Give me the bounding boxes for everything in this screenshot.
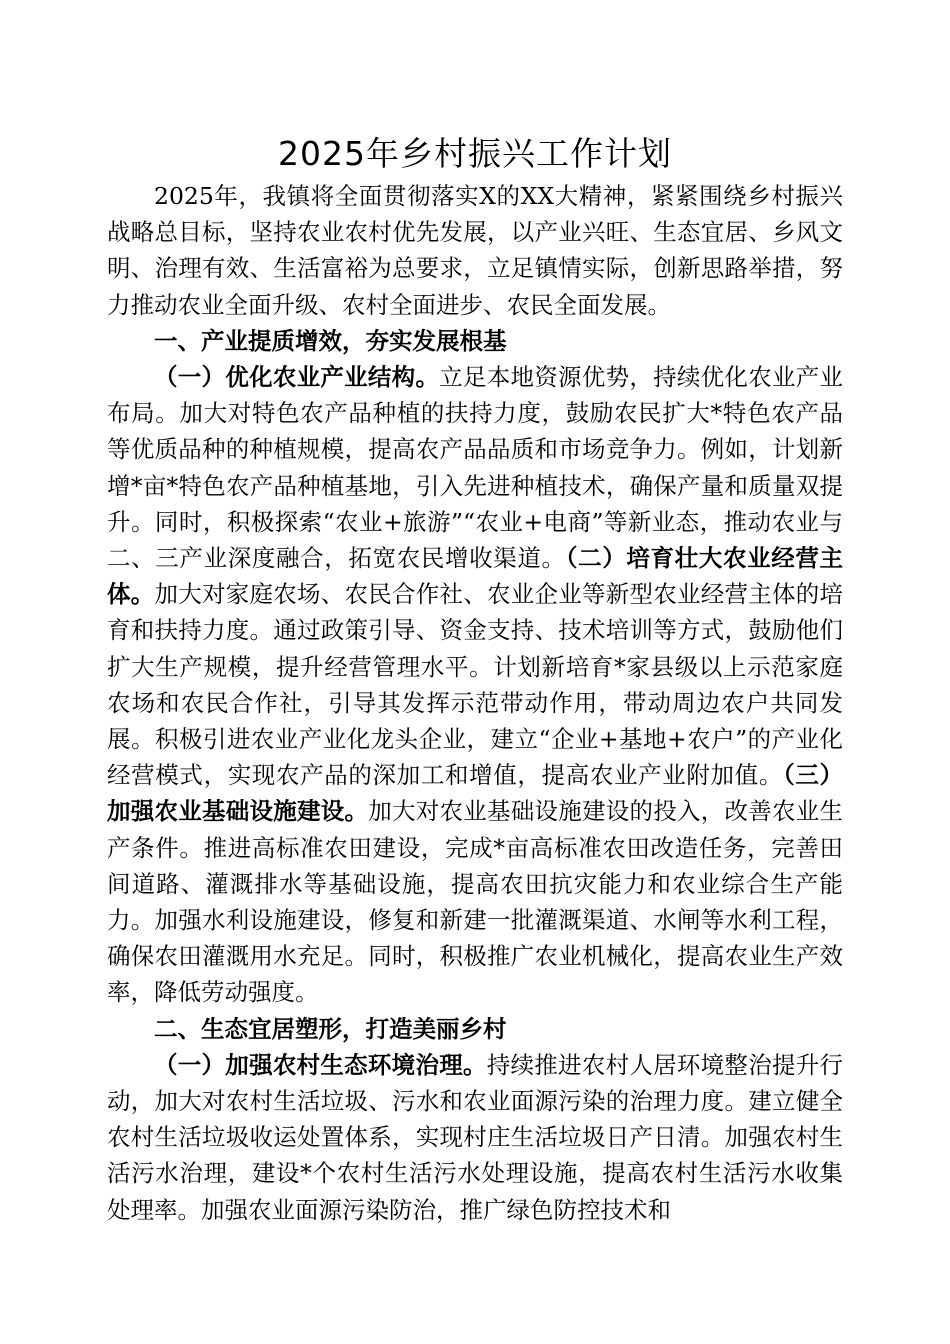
section-2-item-1-text: 持续推进农村人居环境整治提升行动，加大对农村生活垃圾、污水和农业面源污染的治理力度。建立健全农村生活垃圾收运处置体系，实现村庄生活垃圾日产日清。加强农村生活污水治理，建设*个农村生活污水处理设施，提高农村生活污水收集处理率。加强农业面源污染防治，推广绿色防控技术和 <box>107 1050 843 1224</box>
section-1-item-1-title: （一）优化农业产业结构。 <box>154 363 440 392</box>
section-2-item-1-title: （一）加强农村生态环境治理。 <box>154 1050 487 1079</box>
section-1-paragraph <box>107 359 843 1011</box>
section-1-heading: 一、产业提质增效，夯实发展根基 <box>154 326 507 355</box>
document-title: 2025年乡村振兴工作计划 <box>278 134 672 173</box>
section-1-item-3-text: 加大对农业基础设施建设的投入，改善农业生产条件。推进高标准农田建设，完成*亩高标准农田改造任务，完善田间道路、灌溉排水等基础设施，提高农田抗灾能力和农业综合生产能力。加强水利设施建设，修复和新建一批灌溉渠道、水闸等水利工程，确保农田灌溉用水充足。同时，积极推广农业机械化，提高农业生产效率，降低劳动强度。 <box>107 797 843 1007</box>
document-body <box>107 178 843 1228</box>
section-1-item-3-title: （三）加强农业基础设施建设。 <box>107 761 844 826</box>
section-1-item-2-text: 加大对家庭农场、农民合作社、农业企业等新型农业经营主体的培育和扶持力度。通过政策引导、资金支持、技术培训等方式，鼓励他们扩大生产规模，提升经营管理水平。计划新培育*家县级以上示范家庭农场和农民合作社，引导其发挥示范带动作用，带动周边农户共同发展。积极引进农业产业化龙头企业，建立“企业+基地+农户”的产业化经营模式，实现农产品的深加工和增值，提高农业产业附加值。 <box>107 580 843 790</box>
section-1-item-2-title: （二）培育壮大农业经营主体。 <box>107 544 844 609</box>
intro-paragraph: 2025年，我镇将全面贯彻落实X的XX大精神，紧紧围绕乡村振兴战略总目标，坚持农业农村优先发展，以产业兴旺、生态宜居、乡风文明、治理有效、生活富裕为总要求，立足镇情实际，创新思路举措，努力推动农业全面升级、农村全面进步、农民全面发展。 <box>107 182 843 319</box>
section-1-item-1-text: 立足本地资源优势，持续优化农业产业布局。加大对特色农产品种植的扶持力度，鼓励农民扩大*特色农产品等优质品种的种植规模，提高农产品品质和市场竞争力。例如，计划新增*亩*特色农产品种植基地，引入先进种植技术，确保产量和质量双提升。同时，积极探索“农业+旅游”“农业+电商”等新业态，推动农业与二、三产业深度融合，拓宽农民增收渠道。 <box>107 363 844 573</box>
section-2-paragraph <box>107 1047 843 1228</box>
section-2-heading: 二、生态宜居塑形，打造美丽乡村 <box>154 1014 507 1043</box>
